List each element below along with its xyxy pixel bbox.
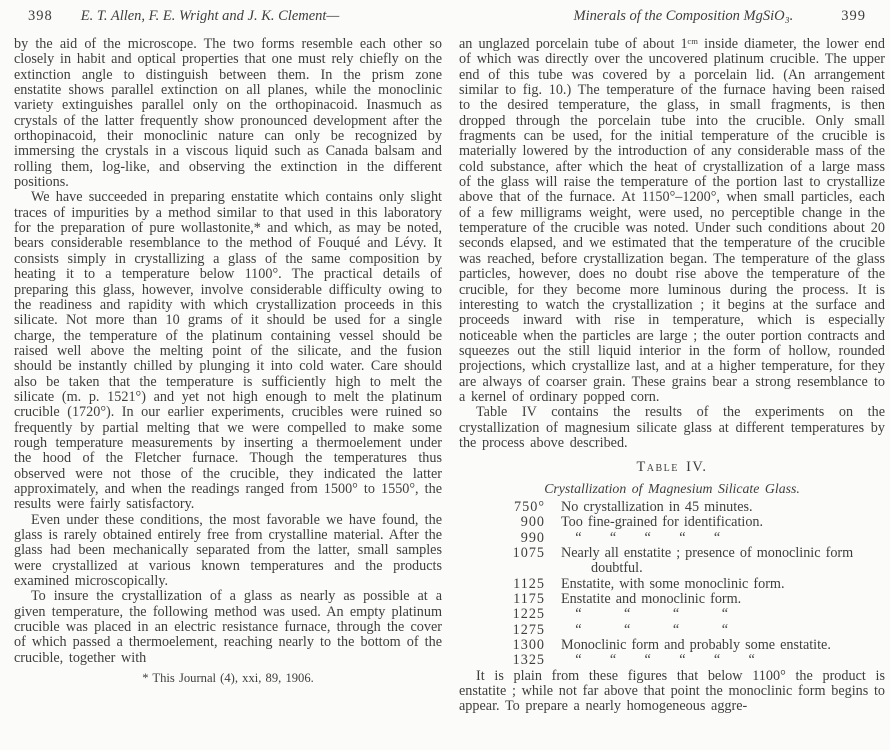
running-title-left: E. T. Allen, F. E. Wright and J. K. Clement— bbox=[80, 8, 340, 24]
temperature-cell: 1175 bbox=[513, 591, 545, 608]
body-paragraph: It is plain from these figures that below 1100° the product is enstatite ; while not far above that point the monoclinic form begins to appear. To prepare a nearly homogeneous aggre- bbox=[459, 667, 885, 715]
table-row bbox=[459, 531, 885, 546]
result-cell-ditto: “ “ “ “ bbox=[561, 606, 729, 623]
temperature-cell: 1300 bbox=[512, 637, 545, 654]
table-rows bbox=[459, 500, 885, 669]
body-paragraph: Table IV contains the results of the experiments on the crystallization of magnesium silicate glass at different temperatures by the process above described. bbox=[459, 404, 885, 451]
right-column bbox=[459, 37, 885, 715]
result-cell: Too fine-grained for identification. bbox=[561, 514, 764, 531]
temperature-cell: 990 bbox=[520, 529, 545, 546]
table-row bbox=[459, 577, 885, 592]
footnote: * This Journal (4), xxi, 89, 1906. bbox=[142, 671, 314, 686]
running-head-left bbox=[28, 8, 339, 25]
result-cell: Enstatite and monoclinic form. bbox=[561, 591, 742, 608]
temperature-cell: 1075 bbox=[512, 545, 545, 561]
running-head-right bbox=[574, 8, 866, 25]
table-caption: Crystallization of Magnesium Silicate Glass. bbox=[544, 480, 800, 496]
temperature-cell: 1225 bbox=[512, 606, 545, 623]
page-number-left: 398 bbox=[28, 8, 53, 24]
result-cell: No crystallization in 45 minutes. bbox=[561, 498, 753, 515]
table-iv bbox=[459, 460, 885, 668]
table-row bbox=[459, 592, 885, 607]
table-row bbox=[459, 515, 885, 530]
result-cell: Nearly all enstatite ; presence of monoclinic form doubtful. bbox=[561, 545, 854, 577]
left-column bbox=[14, 37, 442, 686]
temperature-cell: 750° bbox=[514, 498, 545, 515]
table-row bbox=[459, 546, 885, 577]
body-paragraph: We have succeeded in preparing enstatite which contains only slight traces of impurities by a method similar to that used in this laboratory for the preparation of pure wollastonite,* and which, as may be noted, bears considerable resemblance to the method of Fouqué and Lévy. It consists simply in crystallizing a glass of the same composition by heating it to a temperature below 1100°. The practical details of preparing this glass, however, involve considerable difficulty owing to the readiness and rapidity with which crystallization proceeds in this silicate. Not more than 10 grams of it should be used for a single charge, the temperature of the platinum containing vessel should be raised well above the melting point of the silicate, and the fusion should be instantly chilled by plunging it into cold water. Care should also be taken that the temperature is sufficiently high to melt the silicate (m. p. 1521°) and yet not high enough to melt the platinum crucible (1720°). In our earlier experiments, crucibles were ruined so frequently by partial melting that we were compelled to make some rough temperature measurements by inserting a thermoelement under the hood of the Fletcher furnace. Though the temperatures thus observed were not those of the crucible, they indicated the latter approximately, and when the readings ranged from 1500° to 1550°, the results were fairly satisfactory. bbox=[14, 189, 442, 513]
result-cell-ditto: “ “ “ “ “ bbox=[561, 529, 721, 546]
temperature-cell: 1125 bbox=[513, 575, 545, 592]
body-paragraph: by the aid of the microscope. The two forms resemble each other so closely in habit and optical properties that one must rely chiefly on the extinction angle to distinguish between them. In the prism zone enstatite shows parallel extinction on all planes, while the monoclinic variety extinguishes parallel only on the orthopinacoid. Inasmuch as crystals of the latter frequently show pronounced development after the orthopinacoid, their monoclinic nature can only be recognized by immersing the crystals in a viscous liquid such as Canada balsam and rolling them, log-like, and observing the extinction in the different positions. bbox=[14, 36, 442, 191]
temperature-cell: 900 bbox=[520, 514, 545, 531]
result-cell: Enstatite, with some monoclinic form. bbox=[561, 575, 785, 592]
result-cell-ditto: “ “ “ “ “ “ bbox=[561, 652, 755, 669]
table-row bbox=[459, 638, 885, 653]
body-paragraph: an unglazed porcelain tube of about 1ᶜᵐ inside diameter, the lower end of which was directly over the uncovered platinum crucible. The upper end of this tube was covered by a porcelain lid. (An arrangement similar to fig. 10.) The temperature of the furnace having been raised to the desired temperature, the glass, in small fragments, is then dropped through the porcelain tube into the crucible. Only small fragments can be used, for the initial temperature of the crucible is materially lowered by the introduction of any considerable mass of the cold substance, after which the heat of crystallization of a large mass of the glass will raise the temperature of the portion last to crystallize above that of the furnace. At 1150°–1200°, when small particles, each of a few milligrams weight, were used, no perceptible change in the temperature of the crucible was noted. Under such conditions about 20 seconds elapsed, and we estimated that the temperature of the crucible was reached, before crystallization began. The temperature of the glass particles, however, does no doubt rise above the temperature of the crucible, for they become more luminous during the process. It is interesting to watch the crystallization ; it begins at the surface and proceeds inward with rise in temperature, which is especially noticeable when the particles are large ; the outer portion contracts and squeezes out the still liquid interior in the form of hollow, rounded projections, which crystallize last, and at a higher temperature, for they are always of coarser grain. These grains bear a strong resemblance to a kernel of ordinary popped corn. bbox=[459, 36, 885, 405]
table-row bbox=[459, 500, 885, 515]
result-cell-ditto: “ “ “ “ bbox=[561, 621, 729, 638]
temperature-cell: 1325 bbox=[512, 652, 545, 669]
running-head bbox=[28, 8, 866, 25]
temperature-cell: 1275 bbox=[512, 621, 545, 638]
body-paragraph: Even under these conditions, the most favorable we have found, the glass is rarely obtained entirely free from crystalline material. After the glass had been mechanically separated from the latter, small samples were crystallized at various known temperatures and the products examined microscopically. bbox=[14, 511, 442, 590]
table-heading: Table IV. bbox=[636, 459, 708, 476]
table-row bbox=[459, 653, 885, 668]
page-number-right: 399 bbox=[841, 8, 866, 24]
result-cell: Monoclinic form and probably some enstatite. bbox=[561, 637, 831, 654]
table-row bbox=[459, 623, 885, 638]
body-paragraph: To insure the crystallization of a glass as nearly as possible at a given temperature, the following method was used. An empty platinum crucible was placed in an electric resistance furnace, through the cover of which passed a thermoelement, reaching nearly to the bottom of the crucible, together with bbox=[14, 588, 442, 666]
running-title-right: Minerals of the Composition MgSiO₃. bbox=[573, 8, 794, 24]
table-row bbox=[459, 607, 885, 622]
